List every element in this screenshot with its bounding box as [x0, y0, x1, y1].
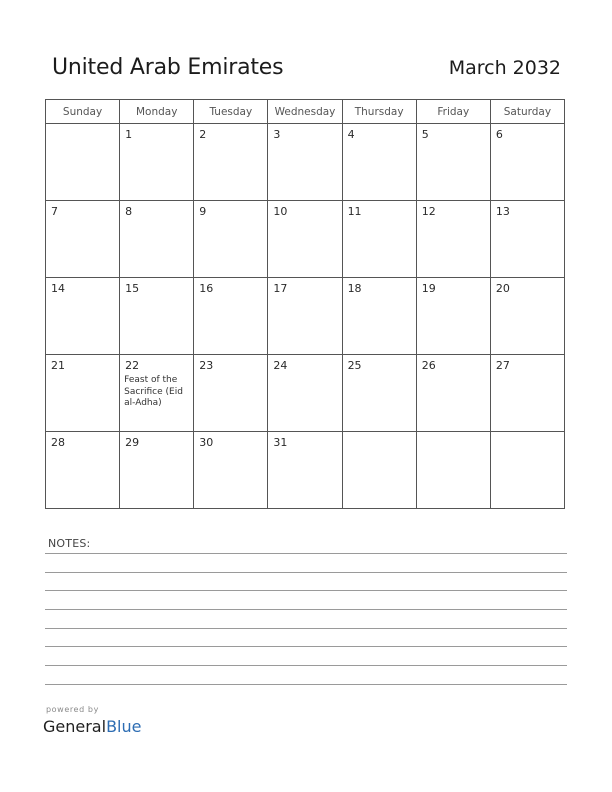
- day-number: 6: [495, 128, 503, 141]
- note-line: [45, 590, 567, 591]
- calendar-week-row: [46, 201, 565, 278]
- calendar-day-cell: [342, 355, 416, 432]
- note-line: [45, 684, 567, 685]
- day-number: 19: [421, 282, 436, 295]
- calendar-day-cell: [342, 278, 416, 355]
- day-number: 10: [273, 205, 288, 218]
- day-number: 22: [125, 359, 140, 372]
- calendar-day-cell: [342, 124, 416, 201]
- day-number: 3: [273, 128, 281, 141]
- calendar-empty-cell: [490, 432, 564, 509]
- calendar-country-title: United Arab Emirates: [52, 55, 284, 80]
- note-line: [45, 609, 567, 610]
- brand-blue: Blue: [106, 717, 142, 736]
- note-line: [45, 572, 567, 573]
- weekday-header-row: [46, 100, 565, 124]
- day-number: 24: [273, 359, 288, 372]
- day-number: 13: [495, 205, 510, 218]
- day-number: 5: [421, 128, 429, 141]
- calendar-empty-cell: [342, 432, 416, 509]
- calendar-day-cell: [46, 355, 120, 432]
- weekday-saturday: Saturday: [490, 100, 564, 124]
- calendar-day-cell: [268, 355, 342, 432]
- calendar-day-cell: [268, 432, 342, 509]
- weekday-friday: Friday: [416, 100, 490, 124]
- day-number: 11: [347, 205, 362, 218]
- powered-by-text: powered by: [46, 705, 99, 714]
- day-number: 28: [51, 436, 65, 449]
- calendar-month-year: March 2032: [448, 57, 561, 79]
- day-number: 30: [199, 436, 214, 449]
- calendar-day-cell: [490, 278, 564, 355]
- day-number: 12: [421, 205, 436, 218]
- calendar-day-cell: [46, 278, 120, 355]
- calendar-day-cell: [490, 201, 564, 278]
- day-number: 20: [495, 282, 510, 295]
- day-number: 4: [347, 128, 355, 141]
- calendar-day-cell: [416, 355, 490, 432]
- calendar-day-cell: [490, 355, 564, 432]
- weekday-wednesday: Wednesday: [268, 100, 342, 124]
- day-number: 21: [51, 359, 65, 372]
- calendar-day-cell: [194, 124, 268, 201]
- day-number: 25: [347, 359, 362, 372]
- holiday-label: Feast of the Sacrifice (Eid al-Adha): [124, 375, 183, 409]
- note-line: [45, 665, 567, 666]
- calendar-weeks: [46, 124, 565, 509]
- calendar-day-cell: [416, 278, 490, 355]
- calendar-day-cell: [46, 201, 120, 278]
- calendar-day-cell: [120, 278, 194, 355]
- day-number: 23: [199, 359, 214, 372]
- note-line: [45, 553, 567, 554]
- calendar-day-cell: [268, 278, 342, 355]
- calendar-day-cell: [120, 355, 194, 432]
- day-number: 1: [125, 128, 133, 141]
- calendar-day-cell: [268, 124, 342, 201]
- calendar-day-cell: [268, 201, 342, 278]
- notes-label: NOTES:: [48, 537, 91, 550]
- calendar-day-cell: [416, 201, 490, 278]
- calendar-day-cell: [46, 432, 120, 509]
- calendar-day-cell: [194, 432, 268, 509]
- day-number: 26: [421, 359, 436, 372]
- calendar-empty-cell: [416, 432, 490, 509]
- weekday-tuesday: Tuesday: [194, 100, 268, 124]
- calendar-grid: [45, 99, 565, 509]
- day-number: 29: [125, 436, 140, 449]
- calendar-week-row: [46, 278, 565, 355]
- calendar-day-cell: [120, 432, 194, 509]
- day-number: 8: [125, 205, 133, 218]
- day-number: 18: [347, 282, 362, 295]
- calendar-empty-cell: [46, 124, 120, 201]
- day-number: 15: [125, 282, 140, 295]
- note-line: [45, 646, 567, 647]
- calendar-day-cell: [194, 355, 268, 432]
- day-number: 16: [199, 282, 214, 295]
- calendar-day-cell: [194, 278, 268, 355]
- day-number: 14: [51, 282, 65, 295]
- calendar-day-cell: [490, 124, 564, 201]
- brand-general: General: [43, 717, 107, 736]
- weekday-thursday: Thursday: [342, 100, 416, 124]
- day-number: 31: [273, 436, 288, 449]
- day-number: 17: [273, 282, 288, 295]
- day-number: 2: [199, 128, 207, 141]
- day-number: 9: [199, 205, 207, 218]
- note-line: [45, 628, 567, 629]
- weekday-monday: Monday: [120, 100, 194, 124]
- calendar-day-cell: [416, 124, 490, 201]
- calendar-week-row: [46, 124, 565, 201]
- calendar-week-row: [46, 355, 565, 432]
- calendar-day-cell: [120, 124, 194, 201]
- day-number: 7: [51, 205, 58, 218]
- day-number: 27: [495, 359, 510, 372]
- calendar-week-row: [46, 432, 565, 509]
- weekday-sunday: Sunday: [46, 100, 120, 124]
- calendar-day-cell: [342, 201, 416, 278]
- calendar-day-cell: [120, 201, 194, 278]
- calendar-day-cell: [194, 201, 268, 278]
- generalblue-logo: [43, 717, 141, 736]
